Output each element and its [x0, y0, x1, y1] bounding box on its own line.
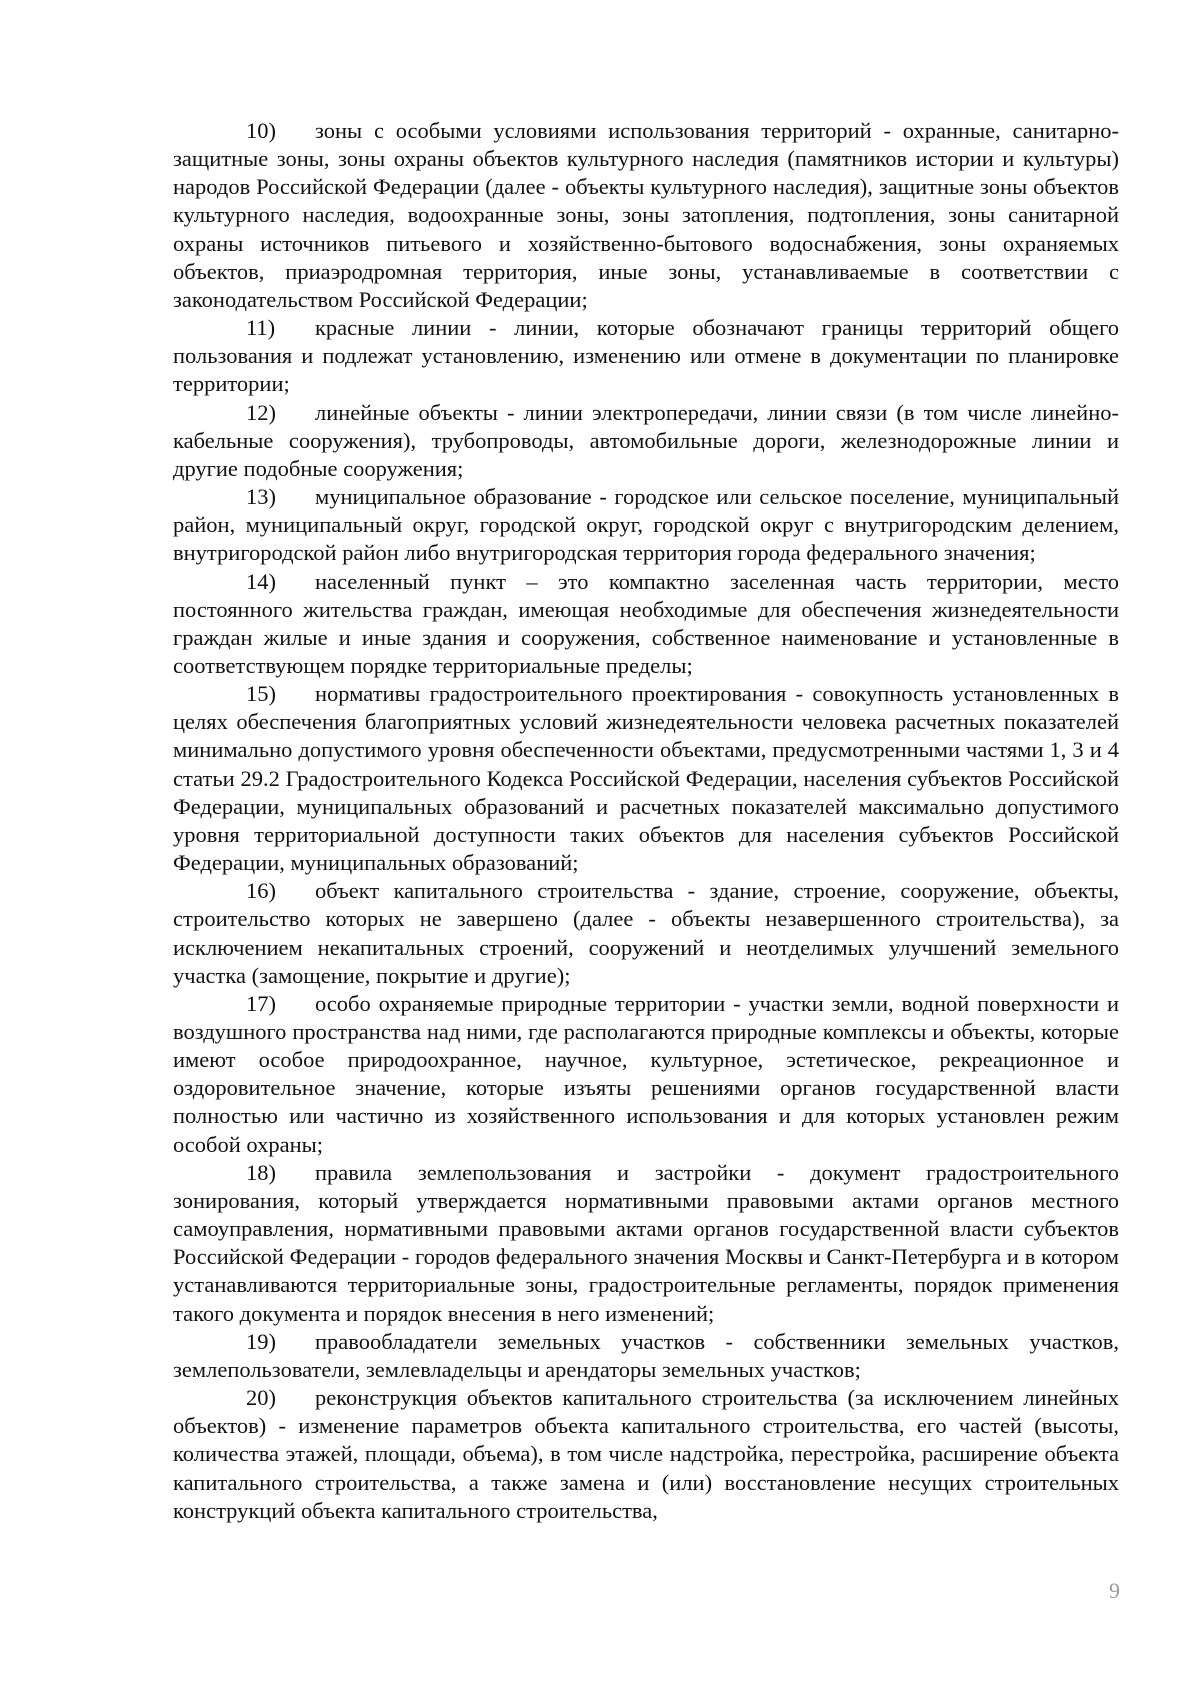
definition-paragraph: [173, 990, 1119, 1159]
definition-paragraph: [173, 117, 1119, 314]
item-number: 17): [246, 990, 276, 1016]
definition-paragraph: [173, 1159, 1119, 1328]
item-number: 13): [246, 484, 276, 510]
item-number: 19): [246, 1328, 276, 1354]
definition-paragraph: [173, 314, 1119, 398]
item-text: объект капитального строительства - здание, строение, сооружение, объекты, строительство которых не завершено (далее - объекты незавершенного строительства), за исключением некапитальных строений, сооружений и неотделимых улучшений земельного участка (замощение, покрытие и другие);: [173, 878, 1119, 988]
item-text: красные линии - линии, которые обозначают границы территорий общего пользования и подлежат установлению, изменению или отмене в документации по планировке территории;: [173, 315, 1119, 397]
item-number: 12): [246, 399, 276, 425]
item-text: правила землепользования и застройки - документ градостроительного зонирования, который утверждается нормативными правовыми актами органов местного самоуправления, нормативными правовыми актами органов государственной власти субъектов Российской Федерации - городов федерального значения Москвы и Санкт-Петербурга и в котором устанавливаются территориальные зоны, градостроительные регламенты, порядок применения такого документа и порядок внесения в него изменений;: [173, 1159, 1119, 1326]
page-number: 9: [1109, 1578, 1120, 1603]
item-number: 18): [246, 1159, 276, 1185]
item-number: 20): [246, 1385, 276, 1411]
definition-paragraph: [173, 680, 1119, 877]
item-number: 11): [246, 315, 276, 341]
item-number: 10): [246, 118, 276, 143]
item-text: реконструкция объектов капитального строительства (за исключением линейных объектов) - изменение параметров объекта капитального строительства, его частей (высоты, количества этажей, площади, объема), в том числе надстройка, перестройка, расширение объекта капитального строительства, а также замена и (или) восстановление несущих строительных конструкций объекта капитального строительства,: [173, 1385, 1119, 1523]
definition-paragraph: [173, 1384, 1119, 1525]
definition-paragraph: [173, 399, 1119, 483]
document-body: [173, 117, 1119, 1525]
item-text: зоны с особыми условиями использования территорий - охранные, санитарно-защитные зоны, зоны охраны объектов культурного наследия (памятников истории и культуры) народов Российской Федерации (далее - объекты культурного наследия), защитные зоны объектов культурного наследия, водоохранные зоны, зоны затопления, подтопления, зоны санитарной охраны источников питьевого и хозяйственно-бытового водоснабжения, зоны охраняемых объектов, приаэродромная территория, иные зоны, устанавливаемые в соответствии с законодательством Российской Федерации;: [173, 118, 1119, 312]
item-text: населенный пункт – это компактно заселенная часть территории, место постоянного жительства граждан, имеющая необходимые для обеспечения жизнедеятельности граждан жилые и иные здания и сооружения, собственное наименование и установленные в соответствующем порядке территориальные пределы;: [173, 568, 1119, 678]
item-text: нормативы градостроительного проектирования - совокупность установленных в целях обеспечения благоприятных условий жизнедеятельности человека расчетных показателей минимально допустимого уровня обеспеченности объектами, предусмотренными частями 1, 3 и 4 статьи 29.2 Градостроительного Кодекса Российской Федерации, населения субъектов Российской Федерации, муниципальных образований и расчетных показателей максимально допустимого уровня территориальной доступности таких объектов для населения субъектов Российской Федерации, муниципальных образований;: [173, 681, 1119, 876]
item-text: правообладатели земельных участков - собственники земельных участков, землепользователи, землевладельцы и арендаторы земельных участков;: [173, 1328, 1119, 1382]
item-text: линейные объекты - линии электропередачи, линии связи (в том числе линейно-кабельные сооружения), трубопроводы, автомобильные дороги, железнодорожные линии и другие подобные сооружения;: [173, 399, 1119, 481]
item-number: 15): [246, 681, 276, 707]
definition-paragraph: [173, 877, 1119, 990]
item-number: 16): [246, 878, 276, 904]
definition-paragraph: [173, 1328, 1119, 1384]
item-text: особо охраняемые природные территории - участки земли, водной поверхности и воздушного пространства над ними, где располагаются природные комплексы и объекты, которые имеют особое природоохранное, научное, культурное, эстетическое, рекреационное и оздоровительное значение, которые изъяты решениями органов государственной власти полностью или частично из хозяйственного использования и для которых установлен режим особой охраны;: [173, 990, 1119, 1157]
item-text: муниципальное образование - городское или сельское поселение, муниципальный район, муниципальный округ, городской округ, городской округ с внутригородским делением, внутригородской район либо внутригородская территория города федерального значения;: [173, 484, 1119, 566]
definition-paragraph: [173, 568, 1119, 681]
item-number: 14): [246, 568, 276, 594]
definition-paragraph: [173, 483, 1119, 567]
